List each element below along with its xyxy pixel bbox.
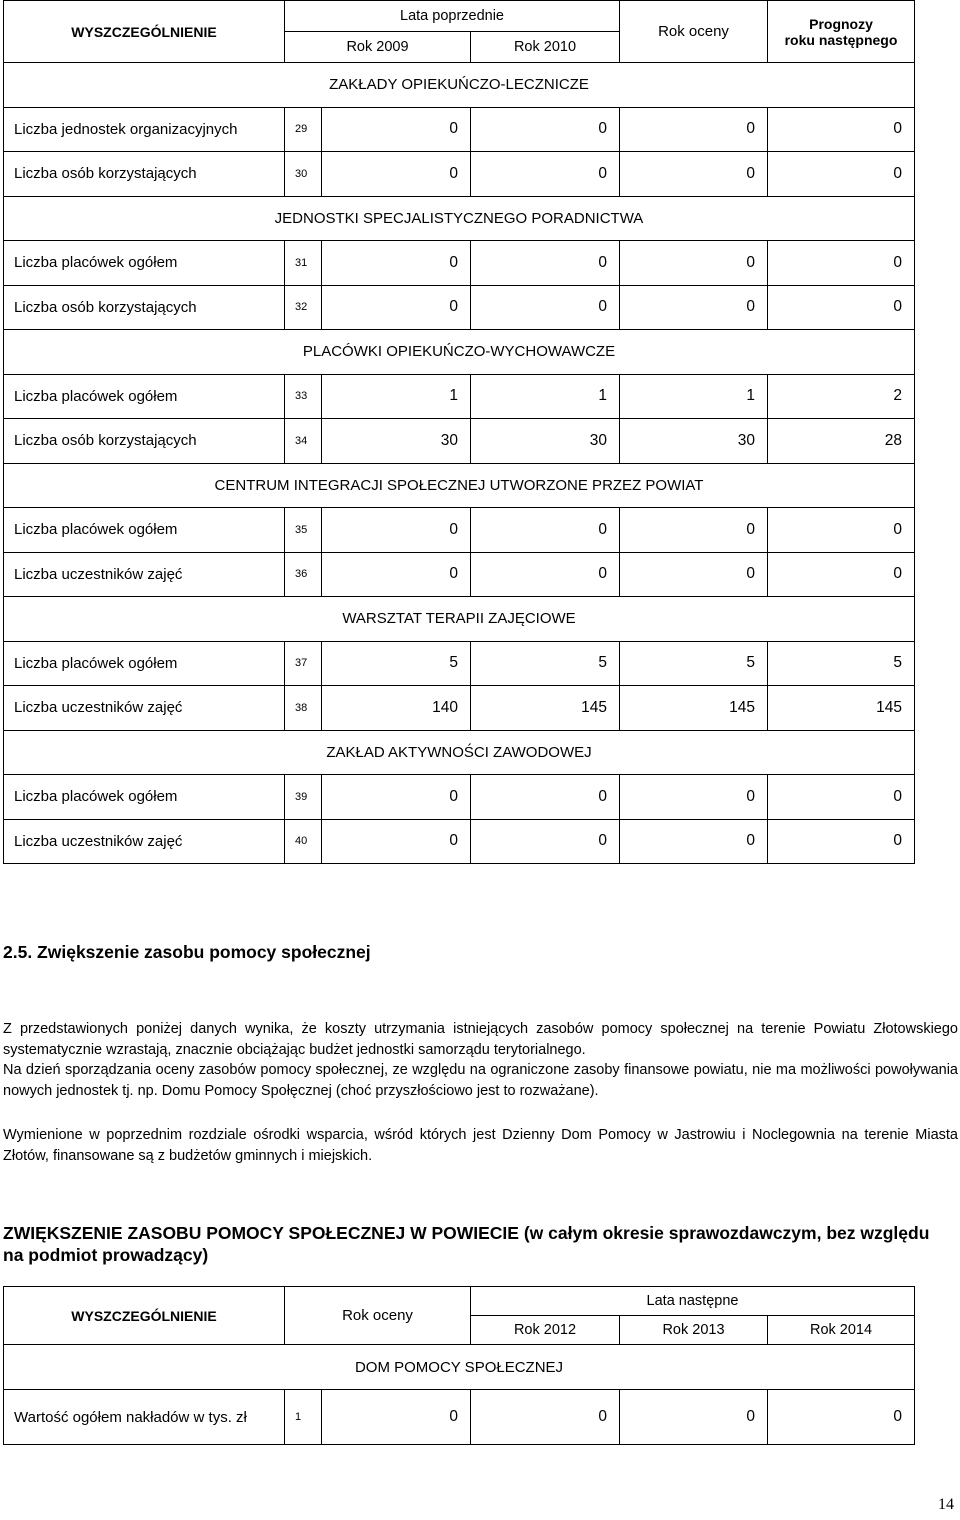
t2-header-next-years: Lata następne xyxy=(471,1287,915,1316)
header-year-2010: Rok 2010 xyxy=(471,32,620,63)
t2-header-2012: Rok 2012 xyxy=(471,1316,620,1345)
header-forecast-line1: Prognozy xyxy=(809,15,873,32)
value-2010: 0 xyxy=(471,552,620,597)
row-label: Liczba placówek ogółem xyxy=(4,374,285,419)
header-forecast-line2: roku następnego xyxy=(784,31,898,48)
row-label: Liczba jednostek organizacyjnych xyxy=(4,107,285,152)
row-label: Liczba uczestników zajęć xyxy=(4,686,285,731)
value-2010: 0 xyxy=(471,285,620,330)
t2-row-label: Wartość ogółem nakładów w tys. zł xyxy=(4,1390,285,1445)
value-2009: 0 xyxy=(322,819,471,864)
t2-row-value-assessment: 0 xyxy=(322,1390,471,1445)
row-number: 38 xyxy=(285,686,322,731)
value-forecast: 0 xyxy=(768,819,915,864)
row-number: 37 xyxy=(285,641,322,686)
row-label: Liczba uczestników zajęć xyxy=(4,552,285,597)
value-forecast: 0 xyxy=(768,775,915,820)
table-row xyxy=(4,819,915,864)
value-assessment: 0 xyxy=(620,107,768,152)
value-assessment: 145 xyxy=(620,686,768,731)
paragraph-1: Z przedstawionych poniżej danych wynika, że koszty utrzymania istniejących zasobów pomocy społecznej na terenie Powiatu Złotowskiego systematycznie wzrastają, znacznie obciążając budżet jednostki samorządu terytorialnego. xyxy=(3,1021,958,1058)
t2-row-value-2012: 0 xyxy=(471,1390,620,1445)
value-forecast: 0 xyxy=(768,285,915,330)
value-assessment: 0 xyxy=(620,152,768,197)
value-2010: 0 xyxy=(471,152,620,197)
value-forecast: 0 xyxy=(768,152,915,197)
row-label: Liczba placówek ogółem xyxy=(4,241,285,286)
value-2010: 0 xyxy=(471,107,620,152)
section-header-row xyxy=(4,63,915,108)
value-forecast: 5 xyxy=(768,641,915,686)
value-2009: 0 xyxy=(322,241,471,286)
row-label: Liczba placówek ogółem xyxy=(4,508,285,553)
row-label: Liczba osób korzystających xyxy=(4,419,285,464)
table-row xyxy=(4,686,915,731)
resource-increase-table xyxy=(3,1286,915,1445)
section-title: ZAKŁADY OPIEKUŃCZO-LECZNICZE xyxy=(4,63,915,108)
table1-body xyxy=(4,63,915,864)
row-label: Liczba placówek ogółem xyxy=(4,775,285,820)
t2-section-title: DOM POMOCY SPOŁECZNEJ xyxy=(4,1345,915,1390)
t2-header-2014: Rok 2014 xyxy=(768,1316,915,1345)
value-assessment: 0 xyxy=(620,775,768,820)
t2-header-assessment-year: Rok oceny xyxy=(285,1287,471,1345)
value-2010: 0 xyxy=(471,819,620,864)
table-row xyxy=(4,241,915,286)
value-assessment: 0 xyxy=(620,819,768,864)
social-assistance-resources-table xyxy=(3,0,915,864)
row-number: 39 xyxy=(285,775,322,820)
row-number: 36 xyxy=(285,552,322,597)
value-2009: 0 xyxy=(322,152,471,197)
row-number: 32 xyxy=(285,285,322,330)
value-2010: 5 xyxy=(471,641,620,686)
section-header-row xyxy=(4,463,915,508)
row-number: 34 xyxy=(285,419,322,464)
value-forecast: 0 xyxy=(768,107,915,152)
header-previous-years: Lata poprzednie xyxy=(285,1,620,32)
paragraph-2: Na dzień sporządzania oceny zasobów pomocy społecznej, ze względu na ograniczone zasoby finansowe powiatu, nie ma możliwości powoływania nowych jednostek tj. np. Domu Pomocy Społęcznej (choć przyszłościowo jest to rozważane). xyxy=(3,1062,958,1099)
value-assessment: 0 xyxy=(620,552,768,597)
value-assessment: 0 xyxy=(620,285,768,330)
table-row xyxy=(4,419,915,464)
value-assessment: 0 xyxy=(620,241,768,286)
row-number: 33 xyxy=(285,374,322,419)
row-number: 29 xyxy=(285,107,322,152)
section-title: ZAKŁAD AKTYWNOŚCI ZAWODOWEJ xyxy=(4,730,915,775)
paragraph-3: Wymienione w poprzednim rozdziale ośrodki wsparcia, wśród których jest Dzienny Dom Pomocy w Jastrowiu i Noclegownia na terenie Miasta Złotów, finansowane są z budżetów gminnych i miejskich. xyxy=(3,1127,958,1164)
t2-header-specification: WYSZCZEGÓLNIENIE xyxy=(4,1287,285,1345)
row-number: 40 xyxy=(285,819,322,864)
section-title: PLACÓWKI OPIEKUŃCZO-WYCHOWAWCZE xyxy=(4,330,915,375)
value-2009: 0 xyxy=(322,107,471,152)
row-number: 31 xyxy=(285,241,322,286)
table-row xyxy=(4,107,915,152)
section-title: WARSZTAT TERAPII ZAJĘCIOWE xyxy=(4,597,915,642)
table-row xyxy=(4,374,915,419)
header-specification: WYSZCZEGÓLNIENIE xyxy=(4,1,285,63)
value-forecast: 0 xyxy=(768,241,915,286)
section-header-row xyxy=(4,597,915,642)
table-row xyxy=(4,508,915,553)
table-row xyxy=(4,775,915,820)
row-number: 35 xyxy=(285,508,322,553)
value-2010: 30 xyxy=(471,419,620,464)
section-title: CENTRUM INTEGRACJI SPOŁECZNEJ UTWORZONE PRZEZ POWIAT xyxy=(4,463,915,508)
value-2009: 0 xyxy=(322,508,471,553)
value-2009: 5 xyxy=(322,641,471,686)
table-row xyxy=(4,552,915,597)
table-row xyxy=(4,285,915,330)
section-header-row xyxy=(4,730,915,775)
value-forecast: 28 xyxy=(768,419,915,464)
value-forecast: 2 xyxy=(768,374,915,419)
header-year-2009: Rok 2009 xyxy=(285,32,471,63)
value-2009: 0 xyxy=(322,775,471,820)
row-label: Liczba placówek ogółem xyxy=(4,641,285,686)
value-forecast: 0 xyxy=(768,508,915,553)
value-2009: 0 xyxy=(322,285,471,330)
value-2009: 30 xyxy=(322,419,471,464)
value-assessment: 5 xyxy=(620,641,768,686)
value-forecast: 145 xyxy=(768,686,915,731)
t2-row-number: 1 xyxy=(285,1390,322,1445)
value-assessment: 30 xyxy=(620,419,768,464)
section-heading: 2.5. Zwiększenie zasobu pomocy społecznej xyxy=(3,942,371,962)
row-label: Liczba uczestników zajęć xyxy=(4,819,285,864)
value-2009: 0 xyxy=(322,552,471,597)
t2-header-2013: Rok 2013 xyxy=(620,1316,768,1345)
value-2010: 145 xyxy=(471,686,620,731)
section-header-row xyxy=(4,330,915,375)
row-label: Liczba osób korzystających xyxy=(4,152,285,197)
header-forecast xyxy=(768,1,915,63)
value-assessment: 1 xyxy=(620,374,768,419)
value-2009: 1 xyxy=(322,374,471,419)
value-2010: 0 xyxy=(471,241,620,286)
value-forecast: 0 xyxy=(768,552,915,597)
page-number: 14 xyxy=(938,1496,954,1513)
value-assessment: 0 xyxy=(620,508,768,553)
t2-row-value-2014: 0 xyxy=(768,1390,915,1445)
value-2010: 1 xyxy=(471,374,620,419)
table2-heading: ZWIĘKSZENIE ZASOBU POMOCY SPOŁECZNEJ W POWIECIE (w całym okresie sprawozdawczym, bez względu na podmiot prowadzący) xyxy=(3,1223,930,1265)
row-number: 30 xyxy=(285,152,322,197)
row-label: Liczba osób korzystających xyxy=(4,285,285,330)
table-row xyxy=(4,152,915,197)
header-assessment-year: Rok oceny xyxy=(620,1,768,63)
section-title: JEDNOSTKI SPECJALISTYCZNEGO PORADNICTWA xyxy=(4,196,915,241)
value-2010: 0 xyxy=(471,775,620,820)
section-header-row xyxy=(4,196,915,241)
value-2009: 140 xyxy=(322,686,471,731)
table-row xyxy=(4,641,915,686)
value-2010: 0 xyxy=(471,508,620,553)
t2-row-value-2013: 0 xyxy=(620,1390,768,1445)
